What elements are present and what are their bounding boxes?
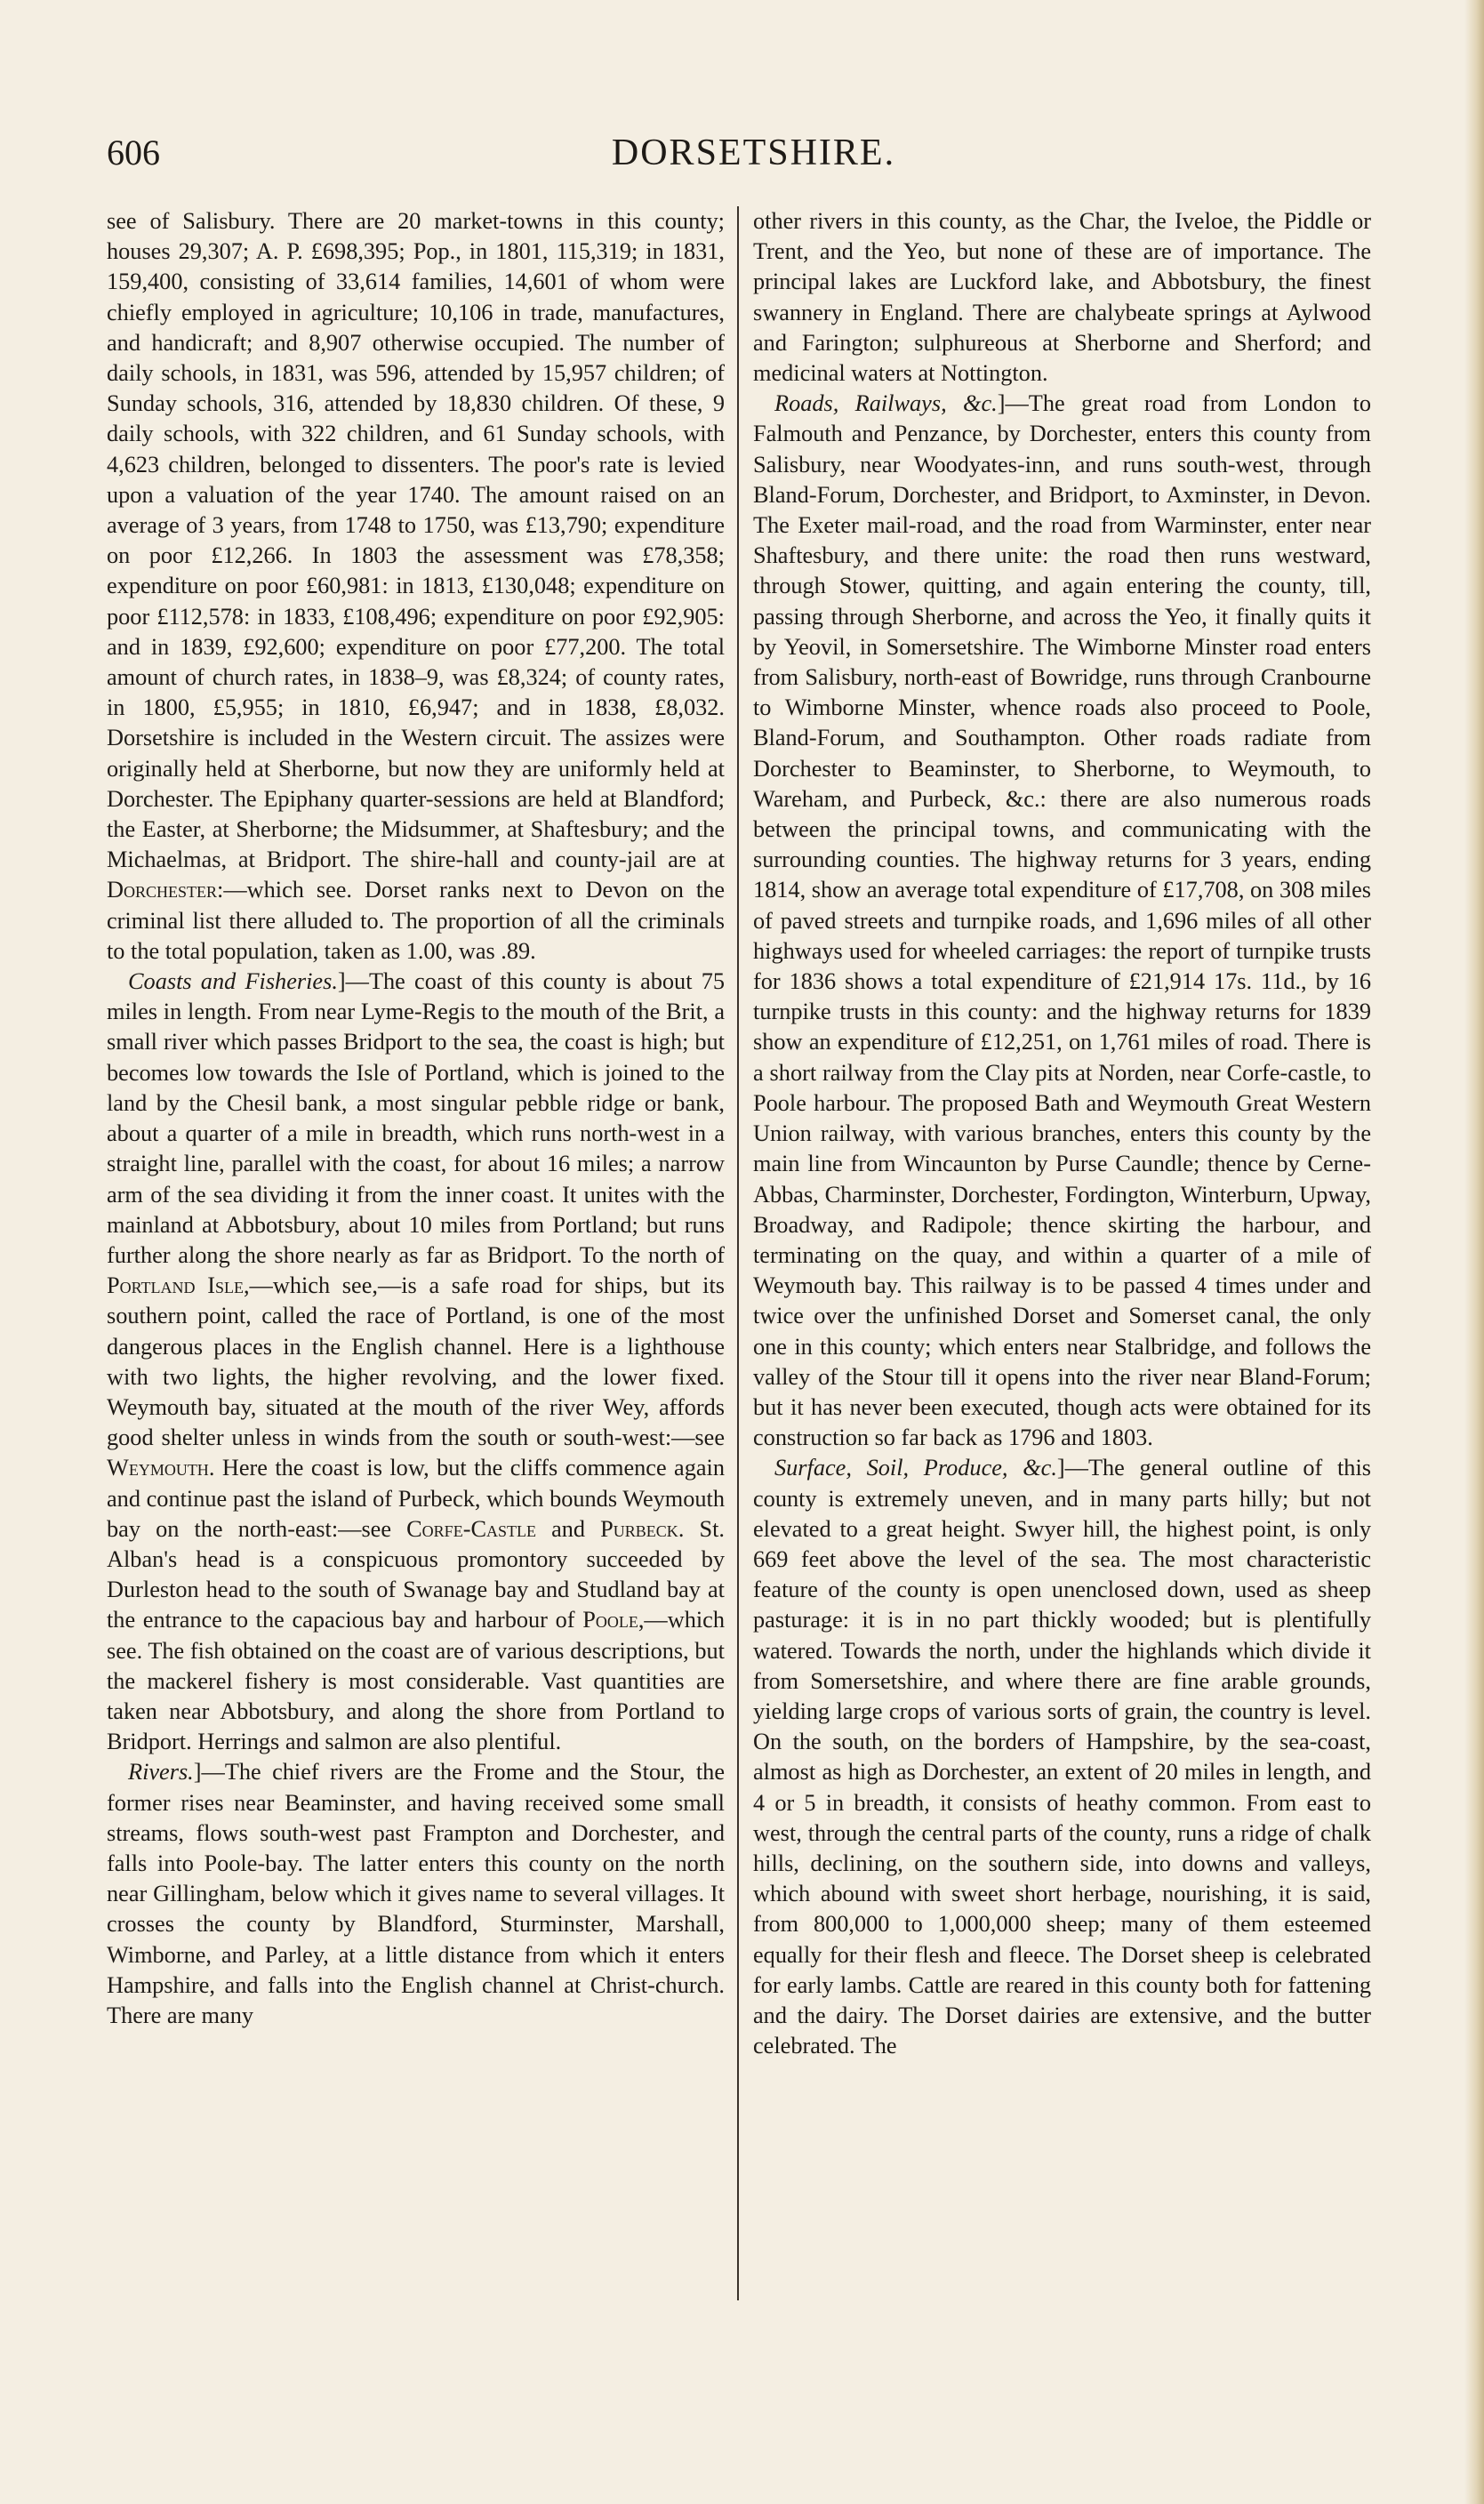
cross-ref-corfe-castle: Corfe-Castle (406, 1515, 536, 1542)
paragraph-text: ]—The great road from London to Falmouth and Penzance, by Dorchester, enters this county from Salisbury, near Woodyates-inn, and runs south-west, through Bland-Forum, Dorchester, and Bridport, to Axminster, in Devon. The Exeter mail-road, and the road from Warminster, enter near Shaftesbury, and there unite: the road then runs westward, through Stower, quitting, and again entering the county, till, passing through Sherborne, and across the Yeo, it finally quits it by Yeovil, in Somersetshire. The Wimborne Minster road enters from Salisbury, north-east of Bowridge, runs through Cranbourne to Wimborne Minster, whence roads also proceed to Poole, Bland-Forum, and Southampton. Other roads radiate from Dorchester to Beaminster, to Sherborne, to Weymouth, to Wareham, and Purbeck, &c.: there are also numerous roads between the principal towns, and communicating with the surrounding counties. The highway returns for 3 years, ending 1814, show an average total expenditure of £17,708, on 308 miles of paved streets and turnpike roads, and 1,696 miles of all other highways used for wheeled carriages: the report of turnpike trusts for 1836 shows a total expenditure of £21,914 17s. 11d., by 16 turnpike trusts in this county: and the highway returns for 1839 show an expenditure of £12,251, on 1,761 miles of road. There is a short railway from the Clay pits at Norden, near Corfe-castle, to Poole harbour. The proposed Bath and Weymouth Great Western Union railway, with various branches, enters this county by the main line from Wincaunton by Purse Caundle; thence by Cerne-Abbas, Charminster, Dorchester, Fordington, Winterburn, Upway, Broadway, and Radipole; thence skirting the harbour, and terminating on the quay, and within a quarter of a mile of Weymouth bay. This railway is to be passed 4 times under and twice over the unfinished Dorset and Somerset canal, the only one in this county; which enters near Stalbridge, and follows the valley of the Stour till it opens into the river near Bland-Forum; but it has never been executed, though acts were obtained for its construction so far back as 1796 and 1803. (753, 390, 1371, 1451)
paragraph-text: other rivers in this county, as the Char, the Iveloe, the Piddle or Trent, and the Yeo, but none of these are of importance. The principal lakes are Luckford lake, and Abbotsbury, the finest swannery in England. There are chalybeate springs at Aylwood and Farington; sulphureous at Sherborne and Sherford; and medicinal waters at Nottington. (753, 208, 1371, 387)
page-number: 606 (107, 132, 160, 173)
paragraph-text: ]—The chief rivers are the Frome and the Stour, the former rises near Beaminster, and having received some small streams, flows south-west past Frampton and Dorchester, and falls into Poole-bay. The latter enters this county on the north near Gillingham, below which it gives name to several villages. It crosses the county by Blandford, Sturminster, Marshall, Wimborne, and Parley, at a little distance from which it enters Hampshire, and falls into the English channel at Christ-church. There are many (107, 1759, 725, 2028)
surface-paragraph (753, 1453, 1371, 2061)
paragraph-text: ,—which see,—is a safe road for ships, but its southern point, called the race of Portland, is one of the most dangerous places in the English channel. Here is a lighthouse with two lights, the higher revolving, and the lower fixed. Weymouth bay, situated at the mouth of the river Wey, affords good shelter unless in winds from the south or south-west:—see (107, 1272, 725, 1451)
population-paragraph (107, 206, 725, 967)
cross-ref-poole: Poole (582, 1607, 638, 1633)
coasts-paragraph (107, 967, 725, 1757)
paragraph-text: see of Salisbury. There are 20 market-towns in this county; houses 29,307; A. P. £698,395; Pop., in 1801, 115,319; in 1831, 159,400, consisting of 33,614 families, 14,601 of whom were chiefly employed in agriculture; 10,106 in trade, manufactures, and handicraft; and 8,907 otherwise occupied. The number of daily schools, in 1831, was 596, attended by 15,957 children; of Sunday schools, 316, attended by 18,830 children. Of these, 9 daily schools, with 322 children, and 61 Sunday schools, with 4,623 children, belonged to dissenters. The poor's rate is levied upon a valuation of the year 1740. The amount raised on an average of 3 years, from 1748 to 1750, was £13,790; expenditure on poor £12,266. In 1803 the assessment was £78,358; expenditure on poor £60,981: in 1813, £130,048; expenditure on poor £112,578: in 1833, £108,496; expenditure on poor £92,905: and in 1839, £92,600; expenditure on poor £77,200. The total amount of church rates, in 1838–9, was £8,324; of county rates, in 1800, £5,955; in 1810, £6,947; and in 1838, £8,032. Dorsetshire is included in the Western circuit. The assizes were originally held at Sherborne, but now they are uniformly held at Dorchester. The Epiphany quarter-sessions are held at Blandford; the Easter, at Sherborne; the Midsummer, at Shaftesbury; and the Michaelmas, at Bridport. The shire-hall and county-jail are at (107, 208, 725, 873)
section-heading: Surface, Soil, Produce, &c. (774, 1455, 1057, 1481)
rivers-continued-paragraph (753, 206, 1371, 389)
cross-ref-weymouth: Weymouth (107, 1455, 209, 1481)
paragraph-text: . Here the coast is low, but the cliffs commence again and continue past the island of Purbeck, which bounds Weymouth bay on the north-east:—see (107, 1455, 725, 1542)
section-heading: Rivers. (128, 1759, 194, 1786)
cross-ref-portland: Portland Isle (107, 1272, 244, 1299)
left-column (107, 206, 725, 2031)
paragraph-text: ,—which see. The fish obtained on the coast are of various descriptions, but the mackerel fishery is most considerable. Vast quantities are taken near Abbotsbury, and along the shore from Portland to Bridport. Herrings and salmon are also plentiful. (107, 1607, 725, 1755)
paragraph-text: . St. Alban's head is a conspicuous promontory succeeded by Durleston head to the south of Swanage bay and Studland bay at the entrance to the capacious bay and harbour of (107, 1515, 725, 1633)
paragraph-text: and (551, 1515, 586, 1542)
page-header (107, 132, 1400, 185)
paragraph-text: ]—The general outline of this county is extremely uneven, and in many parts hilly; but not elevated to a great height. Swyer hill, the highest point, is only 669 feet above the level of the sea. The most characteristic feature of the county is open unenclosed down, used as sheep pasturage: it is in no part thickly wooded; but is plentifully watered. Towards the north, under the highlands which divide it from Somersetshire, and where there are fine arable grounds, yielding large crops of various sorts of grain, the country is level. On the south, on the borders of Hampshire, by the sea-coast, almost as high as Dorchester, an extent of 20 miles in length, and 4 or 5 in breadth, it consists of heathy common. From east to west, through the central parts of the county, runs a ridge of chalk hills, declining, on the southern side, into downs and valleys, which abound with sweet short herbage, nourishing, it is said, from 800,000 to 1,000,000 sheep; many of them esteemed equally for their flesh and fleece. The Dorset sheep is celebrated for early lambs. Cattle are reared in this county both for fattening and the dairy. The Dorset dairies are extensive, and the butter celebrated. The (753, 1455, 1371, 2059)
column-divider (737, 206, 739, 2300)
section-heading: Coasts and Fisheries. (128, 968, 338, 995)
right-column (753, 206, 1371, 2061)
roads-paragraph (753, 389, 1371, 1453)
section-heading: Roads, Railways, &c. (774, 390, 998, 417)
paragraph-text: ]—The coast of this county is about 75 miles in length. From near Lyme-Regis to the mouth of the Brit, a small river which passes Bridport to the sea, the coast is high; but becomes low towards the Isle of Portland, which is joined to the land by the Chesil bank, a most singular pebble ridge or bank, about a quarter of a mile in breadth, which runs north-west in a straight line, parallel with the coast, for about 16 miles; a narrow arm of the sea dividing it from the inner coast. It unites with the mainland at Abbotsbury, about 10 miles from Portland; but runs further along the shore nearly as far as Bridport. To the north of (107, 968, 725, 1268)
rivers-paragraph (107, 1757, 725, 2031)
cross-ref-dorchester: Dorchester (107, 877, 218, 903)
cross-ref-purbeck: Purbeck (600, 1515, 678, 1542)
running-title: DORSETSHIRE. (611, 132, 896, 173)
paragraph-text: :—which see. Dorset ranks next to Devon on the criminal list there alluded to. The proportion of all the criminals to the total population, taken as 1.00, was .89. (107, 877, 725, 964)
page-edge (1464, 0, 1484, 2504)
